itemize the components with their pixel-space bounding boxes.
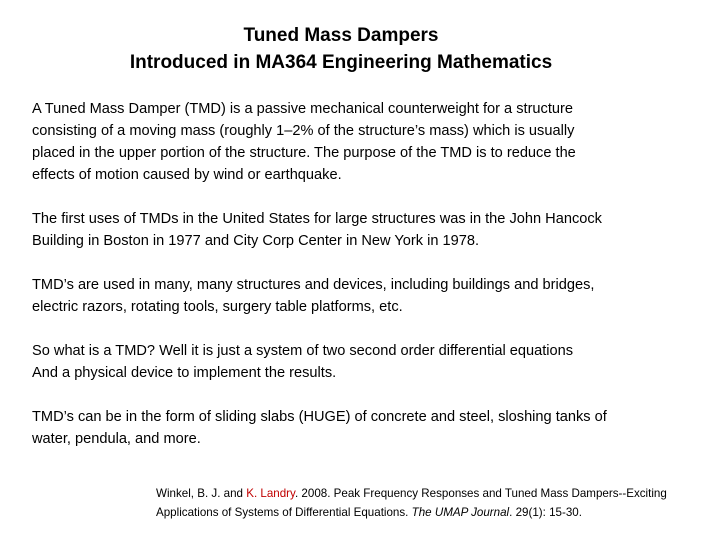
title-line-2: Introduced in MA364 Engineering Mathematics — [129, 52, 553, 73]
journal-name: The UMAP Journal — [411, 506, 510, 519]
text-line: The first uses of TMDs in the United States for large structures was in the John Hancock — [32, 211, 602, 227]
paragraph-what-is — [32, 340, 702, 384]
paragraph-uses — [32, 274, 702, 318]
text-line: A Tuned Mass Damper (TMD) is a passive mechanical counterweight for a structure — [32, 101, 573, 117]
text-line: And a physical device to implement the results. — [32, 365, 337, 381]
text-line: placed in the upper portion of the structure. The purpose of the TMD is to reduce the — [32, 145, 576, 161]
body-text — [32, 98, 702, 472]
citation-title-end: Applications of Systems of Differential Equations. — [156, 506, 412, 519]
text-line: consisting of a moving mass (roughly 1–2% of the structure’s mass) which is usually — [32, 123, 575, 139]
text-line: TMD’s can be in the form of sliding slabs (HUGE) of concrete and steel, sloshing tanks of — [32, 409, 607, 425]
citation-prefix: Winkel, B. J. and — [156, 487, 247, 500]
paragraph-forms — [32, 406, 702, 450]
text-line: Building in Boston in 1977 and City Corp Center in New York in 1978. — [32, 233, 480, 249]
citation — [156, 484, 716, 522]
slide-title — [0, 22, 682, 76]
text-line: effects of motion caused by wind or earthquake. — [32, 167, 342, 183]
text-line: water, pendula, and more. — [32, 431, 201, 447]
text-line: So what is a TMD? Well it is just a system of two second order differential equations — [32, 343, 574, 359]
highlighted-author: K. Landry — [246, 487, 295, 500]
text-line: TMD’s are used in many, many structures and devices, including buildings and bridges, — [32, 277, 595, 293]
citation-title-part: . 2008. Peak Frequency Responses and Tuned Mass Dampers--Exciting — [294, 487, 667, 500]
text-line: electric razors, rotating tools, surgery table platforms, etc. — [32, 299, 403, 315]
paragraph-history — [32, 208, 702, 252]
paragraph-definition — [32, 98, 702, 186]
citation-line-2 — [156, 503, 716, 522]
title-line-1: Tuned Mass Dampers — [243, 25, 439, 46]
citation-line-1 — [156, 484, 716, 503]
citation-volume: . 29(1): 15-30. — [509, 506, 582, 519]
